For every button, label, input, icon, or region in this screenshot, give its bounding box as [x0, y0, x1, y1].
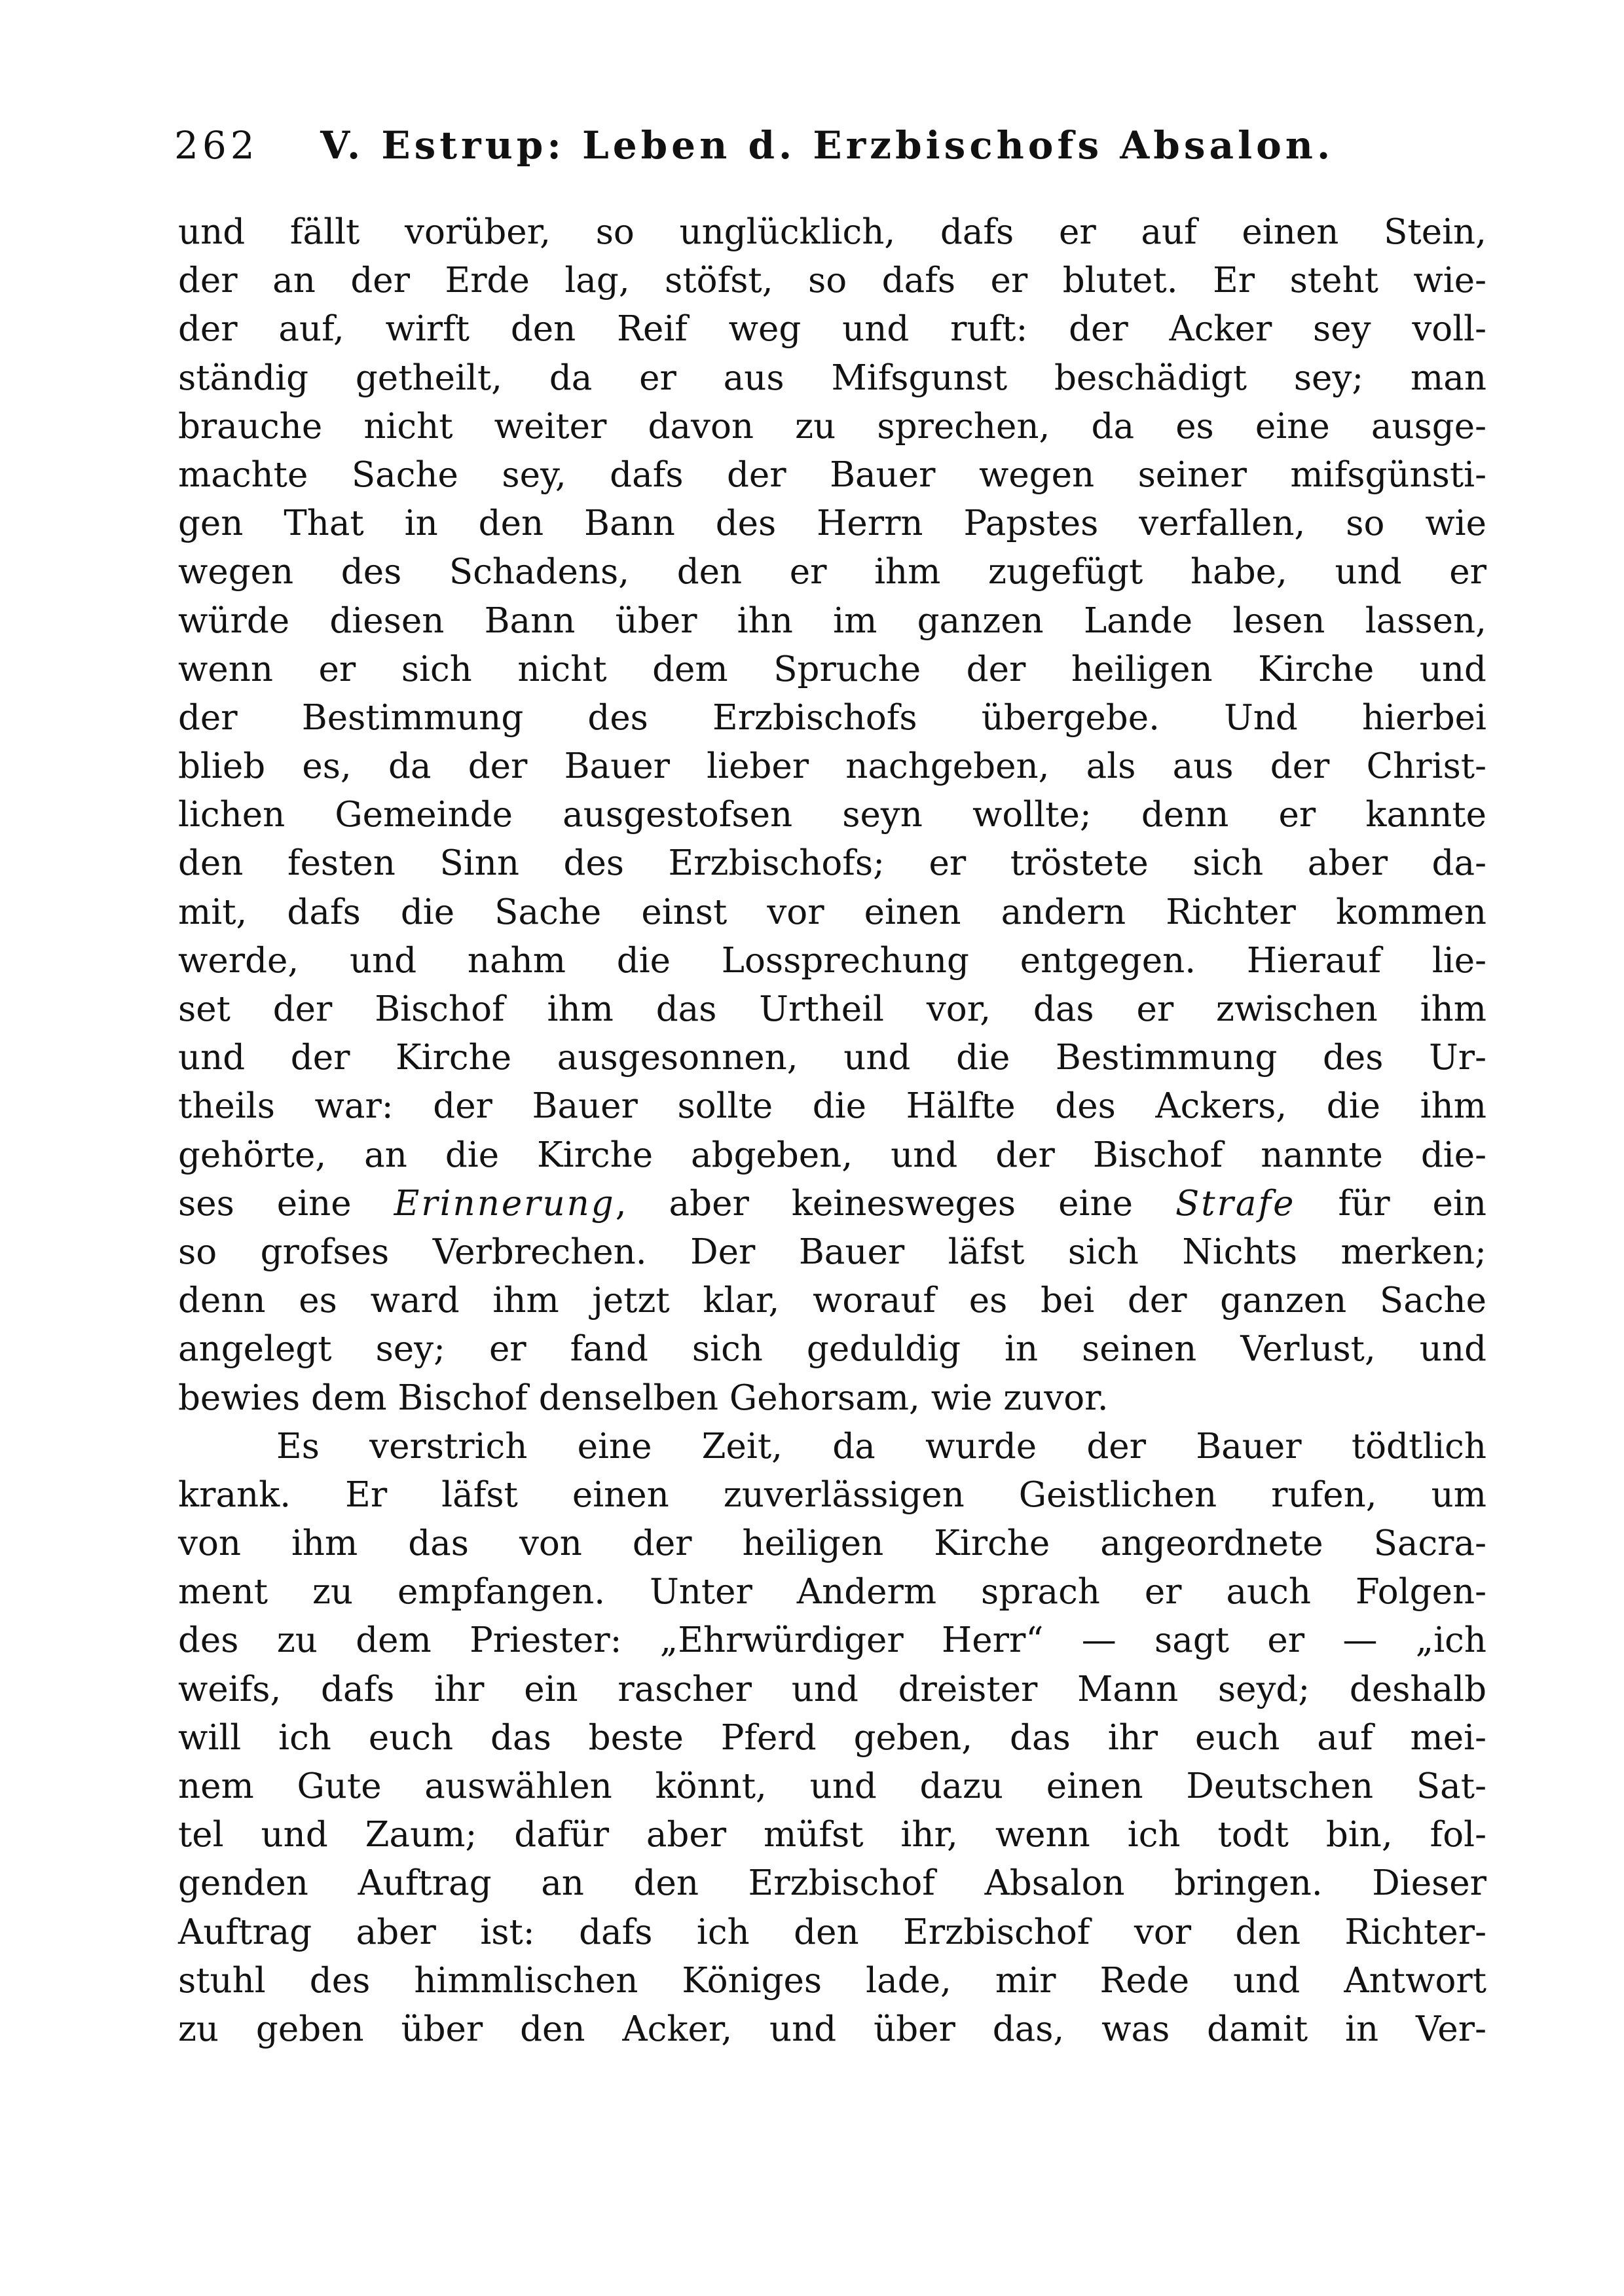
text-span: der auf, wirft den Reif weg und ruft: der Acker sey voll-: [178, 309, 1486, 350]
text-line: [178, 1423, 1486, 1471]
text-line: [178, 1957, 1486, 2005]
text-line: [178, 1325, 1486, 1374]
text-span: , aber keinesweges eine: [615, 1183, 1175, 1224]
text-span: brauche nicht weiter davon zu sprechen, da es eine ausge-: [178, 406, 1486, 446]
text-span: der an der Erde lag, stöfst, so dafs er blutet. Er steht wie-: [178, 261, 1486, 301]
running-title: V. Estrup: Leben d. Erzbischofs Absalon.: [320, 123, 1335, 168]
text-line: [178, 500, 1486, 548]
text-line: [178, 646, 1486, 694]
text-span: weifs, dafs ihr ein rascher und dreister Mann seyd; deshalb: [178, 1669, 1486, 1709]
text-line: [178, 1666, 1486, 1714]
text-span: ment zu empfangen. Unter Anderm sprach er auch Folgen-: [178, 1572, 1486, 1613]
text-line: [178, 403, 1486, 451]
text-line: [178, 1908, 1486, 1957]
text-span: für ein: [1295, 1183, 1486, 1224]
text-line: [178, 597, 1486, 646]
text-span: lichen Gemeinde ausgestofsen seyn wollte; denn er kannte: [178, 795, 1486, 835]
text-line: [178, 1277, 1486, 1325]
text-span: bewies dem Bischof denselben Gehorsam, wie zuvor.: [178, 1377, 1109, 1418]
text-line: [178, 354, 1486, 403]
text-line: [178, 1374, 1486, 1423]
text-line: [178, 694, 1486, 742]
text-line: [178, 937, 1486, 985]
text-span: ses eine: [178, 1183, 394, 1224]
text-line: [178, 1180, 1486, 1228]
text-span: denn es ward ihm jetzt klar, worauf es bei der ganzen Sache: [178, 1281, 1486, 1321]
text-line: [178, 305, 1486, 354]
text-line: [178, 888, 1486, 937]
text-span: wenn er sich nicht dem Spruche der heiligen Kirche und: [178, 649, 1486, 689]
text-line: [178, 1616, 1486, 1665]
text-span: ständig getheilt, da er aus Mifsgunst beschädigt sey; man: [178, 357, 1486, 398]
text-span: mit, dafs die Sache einst vor einen andern Richter kommen: [178, 892, 1486, 932]
text-span: angelegt sey; er fand sich geduldig in seinen Verlust, und: [178, 1329, 1486, 1370]
text-line: [178, 1131, 1486, 1180]
text-span: werde, und nahm die Lossprechung entgegen. Hierauf lie-: [178, 940, 1486, 981]
text-line: [178, 1034, 1486, 1082]
text-line: [178, 257, 1486, 305]
text-line: [178, 839, 1486, 888]
text-line: [178, 208, 1486, 257]
text-span: stuhl des himmlischen Königes lade, mir Rede und Antwort: [178, 1960, 1486, 2001]
text-span: Es verstrich eine Zeit, da wurde der Bauer tödtlich: [276, 1426, 1486, 1467]
text-span: und der Kirche ausgesonnen, und die Bestimmung des Ur-: [178, 1038, 1486, 1078]
text-span: des zu dem Priester: „Ehrwürdiger Herr“ — sagt er — „ich: [178, 1620, 1486, 1661]
text-line: [178, 1228, 1486, 1277]
text-span: wegen des Schadens, den er ihm zugefügt habe, und er: [178, 552, 1486, 592]
text-span: blieb es, da der Bauer lieber nachgeben, als aus der Christ-: [178, 746, 1486, 787]
page-number: 262: [174, 123, 259, 168]
text-span: so grofses Verbrechen. Der Bauer läfst sich Nichts merken;: [178, 1231, 1486, 1272]
text-line: [178, 1762, 1486, 1811]
text-line: [178, 2005, 1486, 2054]
text-line: [178, 1471, 1486, 1520]
text-span: der Bestimmung des Erzbischofs übergebe. Und hierbei: [178, 697, 1486, 738]
text-line: [178, 548, 1486, 596]
text-span: Auftrag aber ist: dafs ich den Erzbischof vor den Richter-: [178, 1912, 1486, 1952]
text-line: [178, 1811, 1486, 1859]
emphasized-text: Erinnerung: [394, 1183, 616, 1224]
text-span: krank. Er läfst einen zuverlässigen Geistlichen rufen, um: [178, 1474, 1486, 1515]
text-span: machte Sache sey, dafs der Bauer wegen seiner mifsgünsti-: [178, 454, 1486, 495]
text-line: [178, 985, 1486, 1034]
text-span: und fällt vorüber, so unglücklich, dafs er auf einen Stein,: [178, 212, 1486, 252]
text-span: gen That in den Bann des Herrn Papstes verfallen, so wie: [178, 503, 1486, 544]
text-span: den festen Sinn des Erzbischofs; er tröstete sich aber da-: [178, 843, 1486, 884]
text-span: genden Auftrag an den Erzbischof Absalon bringen. Dieser: [178, 1863, 1486, 1904]
text-span: zu geben über den Acker, und über das, was damit in Ver-: [178, 2009, 1486, 2049]
running-header: [174, 123, 1477, 182]
text-span: theils war: der Bauer sollte die Hälfte des Ackers, die ihm: [178, 1086, 1486, 1127]
text-span: will ich euch das beste Pferd geben, das ihr euch auf mei-: [178, 1717, 1486, 1758]
text-span: gehörte, an die Kirche abgeben, und der Bischof nannte die-: [178, 1135, 1486, 1175]
text-line: [178, 742, 1486, 791]
text-line: [178, 1859, 1486, 1908]
text-line: [178, 1714, 1486, 1762]
text-line: [178, 1568, 1486, 1616]
text-line: [178, 1520, 1486, 1568]
text-line: [178, 791, 1486, 839]
text-line: [178, 451, 1486, 500]
body-text: [178, 208, 1486, 2054]
text-line: [178, 1082, 1486, 1131]
text-span: set der Bischof ihm das Urtheil vor, das er zwischen ihm: [178, 989, 1486, 1029]
text-span: nem Gute auswählen könnt, und dazu einen Deutschen Sat-: [178, 1766, 1486, 1806]
text-span: von ihm das von der heiligen Kirche angeordnete Sacra-: [178, 1523, 1486, 1564]
text-span: tel und Zaum; dafür aber müfst ihr, wenn ich todt bin, fol-: [178, 1815, 1486, 1855]
emphasized-text: Strafe: [1175, 1183, 1296, 1224]
text-span: würde diesen Bann über ihn im ganzen Lande lesen lassen,: [178, 600, 1486, 641]
